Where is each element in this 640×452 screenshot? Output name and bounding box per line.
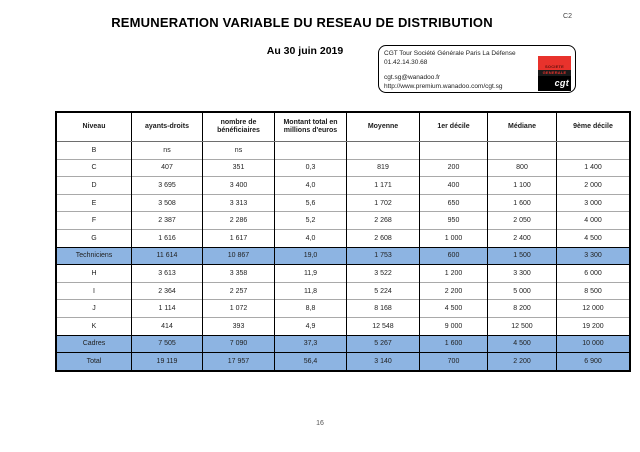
table-cell: I: [56, 282, 132, 300]
table-header-row: [56, 112, 630, 142]
contact-email: cgt.sg@wanadoo.fr: [384, 73, 441, 81]
table-row: [56, 353, 630, 371]
table-cell: 2 387: [132, 212, 203, 230]
table-row: [56, 335, 630, 353]
table-cell: 5 267: [347, 335, 420, 353]
table-row: [56, 300, 630, 318]
table-cell: 407: [132, 159, 203, 177]
table-cell: 2 200: [420, 282, 488, 300]
classification-label: C2: [563, 13, 572, 20]
table-cell: 800: [488, 159, 557, 177]
table-cell: 4 500: [557, 229, 631, 247]
cgt-logo-top: [538, 56, 571, 76]
table-cell: 56,4: [275, 353, 347, 371]
report-date: Au 30 juin 2019: [266, 45, 344, 57]
table-cell: 2 000: [557, 177, 631, 195]
column-header: 9ème décile: [557, 112, 631, 142]
table-cell: 393: [203, 317, 275, 335]
table-cell: 6 900: [557, 353, 631, 371]
column-header: Montant total en millions d'euros: [275, 112, 347, 142]
contact-box: [378, 45, 576, 93]
table-cell: 12 548: [347, 317, 420, 335]
table-cell: 0,3: [275, 159, 347, 177]
table-row: [56, 194, 630, 212]
table-cell: 1 616: [132, 229, 203, 247]
page-title: REMUNERATION VARIABLE DU RESEAU DE DISTRIBUTION: [111, 15, 493, 30]
table-row: [56, 247, 630, 265]
table-cell: 2 608: [347, 229, 420, 247]
table-cell: 3 695: [132, 177, 203, 195]
cgt-logo-generale-text: GENERALE: [538, 70, 571, 76]
table-cell: 11,9: [275, 265, 347, 283]
table-cell: 10 867: [203, 247, 275, 265]
table-cell: 1 500: [488, 247, 557, 265]
table-cell: 11,8: [275, 282, 347, 300]
table-cell: 2 364: [132, 282, 203, 300]
table-cell: 3 000: [557, 194, 631, 212]
table-cell: 600: [420, 247, 488, 265]
cgt-logo-bottom: [538, 76, 571, 91]
table-cell: 1 600: [420, 335, 488, 353]
table-cell: 8,8: [275, 300, 347, 318]
table-cell: 400: [420, 177, 488, 195]
table-row: [56, 282, 630, 300]
table-cell: 1 114: [132, 300, 203, 318]
table-cell: 2 400: [488, 229, 557, 247]
table-cell: 12 500: [488, 317, 557, 335]
table-cell: 1 753: [347, 247, 420, 265]
table-cell: 12 000: [557, 300, 631, 318]
table-cell: 4,9: [275, 317, 347, 335]
column-header: ayants-droits: [132, 112, 203, 142]
table-row: [56, 177, 630, 195]
table-cell: 2 200: [488, 353, 557, 371]
table-cell: 650: [420, 194, 488, 212]
table-cell: 1 200: [420, 265, 488, 283]
table-cell: 5,6: [275, 194, 347, 212]
table-cell: 7 090: [203, 335, 275, 353]
table-cell: 3 400: [203, 177, 275, 195]
column-header: Médiane: [488, 112, 557, 142]
table-cell: 4 000: [557, 212, 631, 230]
column-header: Moyenne: [347, 112, 420, 142]
table-cell: 37,3: [275, 335, 347, 353]
table-cell: 1 702: [347, 194, 420, 212]
table-header: [56, 112, 630, 142]
table-row: [56, 142, 630, 160]
table-cell: 819: [347, 159, 420, 177]
table-cell: G: [56, 229, 132, 247]
column-header: Niveau: [56, 112, 132, 142]
table-cell: 8 168: [347, 300, 420, 318]
table-cell: D: [56, 177, 132, 195]
contact-address: CGT Tour Société Générale Paris La Défense: [384, 50, 516, 57]
table-cell: 10 000: [557, 335, 631, 353]
table-cell: 1 072: [203, 300, 275, 318]
table-cell: 1 617: [203, 229, 275, 247]
table-cell: 3 358: [203, 265, 275, 283]
cgt-logo-societe-text: SOCIETE: [545, 64, 564, 70]
table-cell: 700: [420, 353, 488, 371]
page-number: 16: [316, 420, 324, 427]
table-row: [56, 265, 630, 283]
table-cell: 11 614: [132, 247, 203, 265]
table-cell: B: [56, 142, 132, 160]
table-cell: 1 000: [420, 229, 488, 247]
table-cell: 17 957: [203, 353, 275, 371]
table-cell: 414: [132, 317, 203, 335]
table-cell: 3 300: [488, 265, 557, 283]
table-cell: 1 600: [488, 194, 557, 212]
table-body: [56, 142, 630, 371]
table-cell: 1 400: [557, 159, 631, 177]
table-cell: J: [56, 300, 132, 318]
cgt-logo-icon: [538, 56, 571, 91]
table-cell: K: [56, 317, 132, 335]
table-cell: 2 286: [203, 212, 275, 230]
table-cell: 1 171: [347, 177, 420, 195]
table-cell: E: [56, 194, 132, 212]
table-cell: 950: [420, 212, 488, 230]
table-cell: 200: [420, 159, 488, 177]
table-row: [56, 212, 630, 230]
table-cell: 7 505: [132, 335, 203, 353]
table-cell: 5 224: [347, 282, 420, 300]
table-cell: [347, 142, 420, 160]
column-header: 1er décile: [420, 112, 488, 142]
table-cell: ns: [203, 142, 275, 160]
table-cell: 19,0: [275, 247, 347, 265]
table-cell: [275, 142, 347, 160]
table-cell: 4,0: [275, 177, 347, 195]
table-row: [56, 229, 630, 247]
table-cell: 351: [203, 159, 275, 177]
table-cell: 3 508: [132, 194, 203, 212]
table-cell: 2 050: [488, 212, 557, 230]
table-cell: 9 000: [420, 317, 488, 335]
remuneration-table: [55, 111, 631, 372]
table-cell: 6 000: [557, 265, 631, 283]
table-cell: F: [56, 212, 132, 230]
table-cell: 8 200: [488, 300, 557, 318]
table-cell: H: [56, 265, 132, 283]
table-cell: 2 268: [347, 212, 420, 230]
table-cell: 2 257: [203, 282, 275, 300]
table-cell: Techniciens: [56, 247, 132, 265]
table-cell: 3 613: [132, 265, 203, 283]
table-cell: 19 200: [557, 317, 631, 335]
table-cell: 3 313: [203, 194, 275, 212]
table-cell: Cadres: [56, 335, 132, 353]
table-cell: 5 000: [488, 282, 557, 300]
table-cell: 8 500: [557, 282, 631, 300]
table-cell: 3 300: [557, 247, 631, 265]
table-cell: [488, 142, 557, 160]
table-cell: [420, 142, 488, 160]
table-cell: 4 500: [420, 300, 488, 318]
contact-url: http://www.premium.wanadoo.com/cgt.sg: [384, 83, 503, 91]
table-cell: 5,2: [275, 212, 347, 230]
table-cell: 3 140: [347, 353, 420, 371]
table-row: [56, 317, 630, 335]
contact-phone: 01.42.14.30.68: [384, 59, 428, 67]
column-header: nombre de bénéficiaires: [203, 112, 275, 142]
table-cell: 1 100: [488, 177, 557, 195]
table-cell: Total: [56, 353, 132, 371]
table-cell: 3 522: [347, 265, 420, 283]
table-cell: [557, 142, 631, 160]
table-cell: C: [56, 159, 132, 177]
table-row: [56, 159, 630, 177]
cgt-logo-label: cgt: [554, 77, 569, 88]
table-cell: 4,0: [275, 229, 347, 247]
table-cell: ns: [132, 142, 203, 160]
table-cell: 4 500: [488, 335, 557, 353]
table-cell: 19 119: [132, 353, 203, 371]
